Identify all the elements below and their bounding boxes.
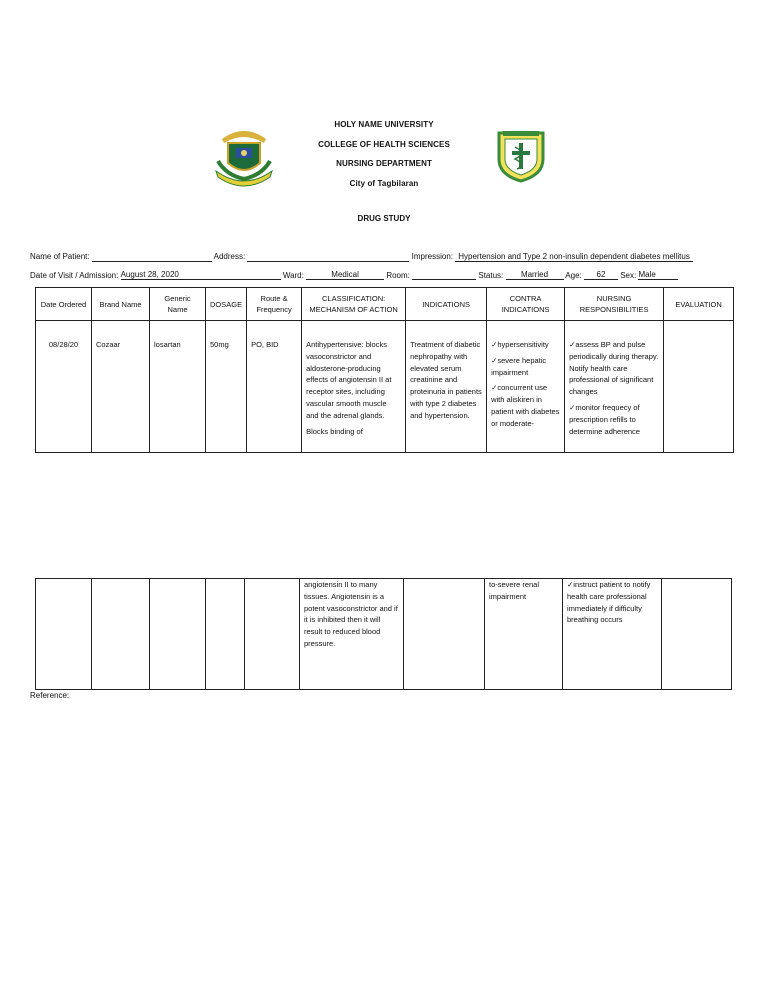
- patient-name-field[interactable]: [92, 252, 212, 262]
- department-name: NURSING DEPARTMENT: [336, 159, 432, 168]
- sex-label: Sex:: [620, 271, 637, 280]
- header-indications: INDICATIONS: [406, 288, 487, 321]
- visit-field[interactable]: August 28, 2020: [121, 270, 281, 280]
- cell-generic-name: [150, 579, 206, 690]
- header-dosage: DOSAGE: [206, 288, 247, 321]
- age-field[interactable]: 62: [584, 270, 618, 280]
- cell-dosage: 50mg: [206, 321, 247, 453]
- classification-paragraph: Blocks binding of: [306, 426, 363, 436]
- cell-nursing-responsibilities: ✓instruct patient to notify health care professional immediately if difficulty breathing occurs: [563, 579, 662, 690]
- table-row: [36, 321, 734, 453]
- drug-study-table-continued: [35, 578, 732, 690]
- document-title: DRUG STUDY: [357, 214, 411, 223]
- cell-generic-name: losartan: [150, 321, 206, 453]
- cell-indications: Treatment of diabetic nephropathy with elevated serum creatinine and proteinuria in patients with type 2 diabetes and hypertension.: [406, 321, 487, 453]
- status-field[interactable]: Married: [506, 270, 564, 280]
- patient-info-row-1: [30, 252, 693, 262]
- status-label: Status:: [478, 271, 504, 280]
- patient-name-label: Name of Patient:: [30, 252, 90, 261]
- drug-study-table: [35, 287, 734, 453]
- cell-brand-name: Cozaar: [92, 321, 150, 453]
- nursing-item: ✓assess BP and pulse periodically during therapy. Notify health care professional of significant changes: [569, 340, 659, 397]
- cell-contraindications: to-severe renal impairment: [485, 579, 563, 690]
- college-name: COLLEGE OF HEALTH SCIENCES: [318, 139, 450, 149]
- table-row: [36, 579, 732, 690]
- ward-field[interactable]: Medical: [306, 270, 384, 280]
- header-generic-name: Generic Name: [150, 288, 206, 321]
- institution-header: [0, 115, 768, 193]
- patient-info-row-2: [30, 270, 678, 280]
- contraindication-item: ✓severe hepatic impairment: [491, 355, 547, 377]
- nursing-item: ✓monitor frequecy of prescription refills to determine adherence: [569, 402, 640, 436]
- header-brand-name: Brand Name: [92, 288, 150, 321]
- room-field[interactable]: [412, 270, 476, 280]
- city-name: City of Tagbilaran: [349, 178, 419, 188]
- cell-dosage: [206, 579, 245, 690]
- table-header-row: [36, 288, 734, 321]
- impression-field[interactable]: Hypertension and Type 2 non-insulin dependent diabetes mellitus: [455, 252, 693, 262]
- address-label: Address:: [213, 252, 246, 261]
- cell-evaluation: [664, 321, 734, 453]
- room-label: Room:: [386, 271, 410, 280]
- classification-paragraph: Antihypertensive: blocks vasoconstrictor and aldosterone-producing effects of angiotensin II at receptor sites, including vascular smooth muscle and the adrenal glands.: [306, 340, 392, 420]
- header-classification: CLASSIFICATION: MECHANISM OF ACTION: [302, 288, 406, 321]
- header-contraindications: CONTRA INDICATIONS: [487, 288, 565, 321]
- header-evaluation: EVALUATION: [664, 288, 734, 321]
- cell-route-frequency: [245, 579, 300, 690]
- university-name: HOLY NAME UNIVERSITY: [334, 120, 434, 129]
- sex-field[interactable]: Male: [638, 270, 678, 280]
- contraindication-item: ✓concurrent use with aliskiren in patient with diabetes or moderate-: [491, 383, 560, 428]
- cell-date-ordered: 08/28/20: [36, 321, 92, 453]
- contraindication-item: ✓hypersensitivity: [491, 340, 549, 349]
- cell-brand-name: [92, 579, 150, 690]
- ward-label: Ward:: [282, 271, 304, 280]
- header-nursing-responsibilities: NURSING RESPONSIBILITIES: [565, 288, 664, 321]
- reference-label: Reference:: [30, 691, 70, 700]
- cell-contraindications: [487, 321, 565, 453]
- header-date-ordered: Date Ordered: [36, 288, 92, 321]
- cell-route-frequency: PO, BID: [247, 321, 302, 453]
- cell-date-ordered: [36, 579, 92, 690]
- visit-label: Date of Visit / Admission:: [30, 271, 119, 280]
- cell-evaluation: [662, 579, 732, 690]
- cell-indications: [404, 579, 485, 690]
- address-field[interactable]: [247, 252, 409, 262]
- cell-nursing-responsibilities: [565, 321, 664, 453]
- cell-classification: angiotensin II to many tissues. Angiotensin is a potent vasoconstrictor and if it is inhibited then it will result to reduced blood pressure.: [300, 579, 404, 690]
- age-label: Age:: [565, 271, 582, 280]
- impression-label: Impression:: [411, 252, 454, 261]
- header-route-frequency: Route & Frequency: [247, 288, 302, 321]
- cell-classification: [302, 321, 406, 453]
